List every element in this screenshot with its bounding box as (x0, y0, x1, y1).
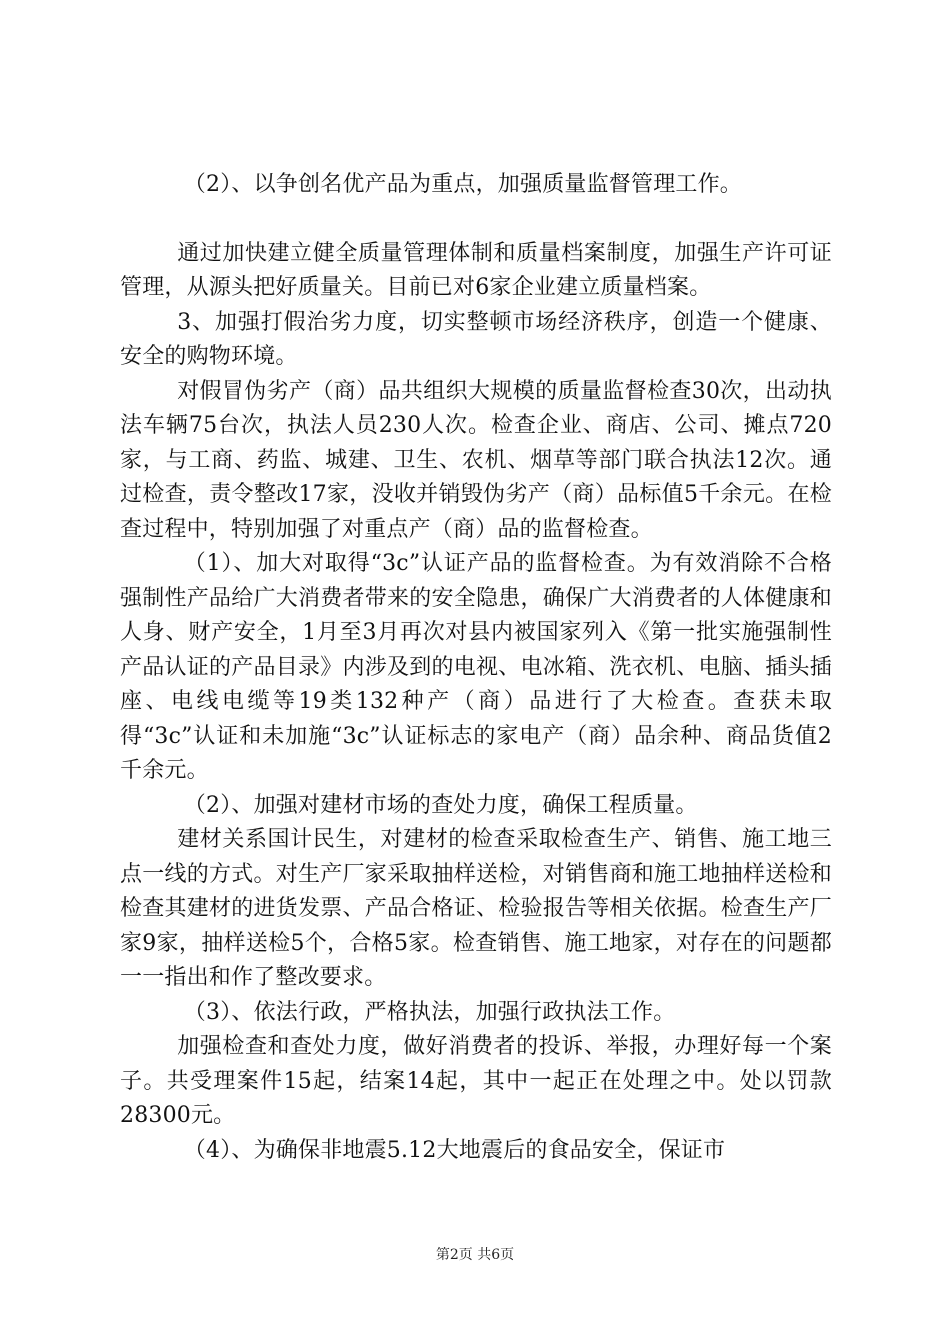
paragraph-case-handling: 加强检查和查处力度，做好消费者的投诉、举报，办理好每一个案子。共受理案件15起，结案14起，其中一起正在处理之中。处以罚款28300元。 (120, 1034, 832, 1128)
paragraph-building-materials-inspection: 建材关系国计民生，对建材的检查采取检查生产、销售、施工地三点一线的方式。对生产厂家采取抽样送检，对销售商和施工地抽样送检和检查其建材的进货发票、产品合格证、检验报告等相关依据。检查生产厂家9家，抽样送检5个，合格5家。检查销售、施工地家，对存在的问题都一一指出和作了整改要求。 (120, 827, 832, 990)
document-body (120, 168, 832, 1168)
paragraph-heading-quality-supervision: （2）、以争创名优产品为重点，加强质量监督管理工作。 (183, 172, 742, 197)
paragraph-heading-anti-counterfeit: 3、加强打假治劣力度，切实整顿市场经济秩序，创造一个健康、安全的购物环境。 (120, 309, 832, 369)
paragraph-3c-certification: （1）、加大对取得“3c”认证产品的监督检查。为有效消除不合格强制性产品给广大消费者带来的安全隐患，确保广大消费者的人体健康和人身、财产安全，1月至3月再次对县内被国家列入《第一批实施强制性产品认证的产品目录》内涉及到的电视、电冰箱、洗衣机、电脑、插头插座、电线电缆等19类132种产（商）品进行了大检查。查获未取得“3c”认证和未加施“3c”认证标志的家电产（商）品余种、商品货值2千余元。 (120, 551, 832, 783)
page-number-footer: 第2页 共6页 (435, 1247, 515, 1263)
paragraph-quality-archives: 通过加快建立健全质量管理体制和质量档案制度，加强生产许可证管理，从源头把好质量关。目前已对6家企业建立质量档案。 (120, 240, 832, 300)
paragraph-heading-law-enforcement: （3）、依法行政，严格执法，加强行政执法工作。 (183, 999, 676, 1025)
paragraph-inspection-summary: 对假冒伪劣产（商）品共组织大规模的质量监督检查30次，出动执法车辆75台次，执法人员230人次。检查企业、商店、公司、摊点720家，与工商、药监、城建、卫生、农机、烟草等部门联合执法12次。通过检查，责令整改17家，没收并销毁伪劣产（商）品标值5千余元。在检查过程中，特别加强了对重点产（商）品的监督检查。 (120, 378, 832, 542)
paragraph-heading-food-safety: （4）、为确保非地震5.12大地震后的食品安全，保证市 (183, 1137, 726, 1163)
paragraph-heading-building-materials: （2）、加强对建材市场的查处力度，确保工程质量。 (183, 792, 698, 818)
